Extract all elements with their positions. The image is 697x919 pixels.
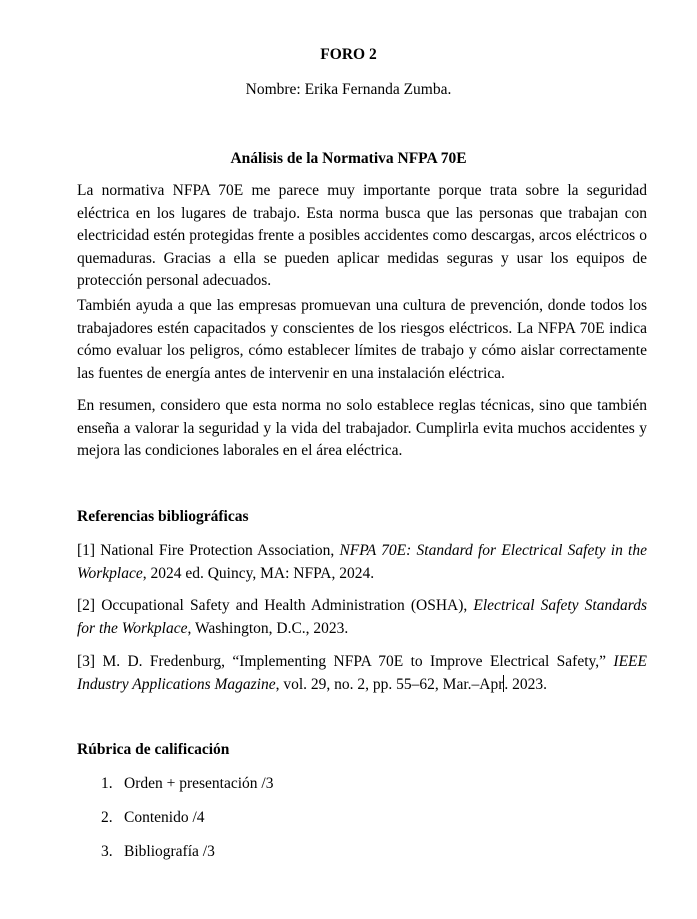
- rubric-heading: Rúbrica de calificación: [77, 741, 230, 758]
- reference-3-suffix-a: , vol. 29, no. 2, pp. 55–62, Mar.–Apr: [275, 675, 504, 693]
- reference-3-suffix-b: . 2023.: [504, 675, 548, 693]
- reference-2-title: Electrical Safety Standards for the Workplace: [77, 597, 647, 637]
- rubric-item-label: Contenido /4: [124, 809, 205, 826]
- reference-1-title: NFPA 70E: Standard for Electrical Safety in the Workplace: [77, 542, 647, 582]
- analysis-title: Análisis de la Normativa NFPA 70E: [230, 150, 467, 167]
- analysis-paragraph-3: En resumen, considero que esta norma no solo establece reglas técnicas, sino que también enseña a valorar la seguridad y la vida del trabajador. Cumplirla evita muchos accidentes y mejora las condiciones laborales en el área eléctrica.: [77, 397, 647, 459]
- reference-1: [77, 540, 647, 585]
- reference-1-prefix: [1] National Fire Protection Association,: [77, 542, 340, 559]
- reference-3: [77, 651, 647, 696]
- rubric-item-label: Orden + presentación /3: [124, 775, 274, 792]
- analysis-paragraph-1: La normativa NFPA 70E me parece muy importante porque trata sobre la seguridad eléctrica en los lugares de trabajo. Esta norma busca que las personas que trabajan con electricidad estén protegidas frente a posibles accidentes como descargas, arcos eléctricos o quemaduras. Gracias a ella se pueden aplicar medidas seguras y usar los equipos de protección personal adecuados.: [77, 182, 647, 289]
- rubric-item: [101, 807, 273, 841]
- reference-2: [77, 595, 647, 640]
- rubric-item-number: 3.: [101, 843, 113, 860]
- reference-1-suffix: , 2024 ed. Quincy, MA: NFPA, 2024.: [142, 564, 375, 582]
- rubric-item-label: Bibliografía /3: [124, 843, 215, 860]
- analysis-paragraph-2: También ayuda a que las empresas promuevan una cultura de prevención, donde todos los trabajadores estén capacitados y conscientes de los riesgos eléctricos. La NFPA 70E indica cómo evaluar los peligros, cómo establecer límites de trabajo y cómo aislar correctamente las fuentes de energía antes de intervenir en una instalación eléctrica.: [77, 297, 647, 382]
- author-name: Nombre: Erika Fernanda Zumba.: [245, 81, 452, 98]
- reference-3-prefix: [3] M. D. Fredenburg, “Implementing NFPA 70E to Improve Electrical Safety,”: [77, 653, 614, 670]
- rubric-list: [101, 773, 273, 875]
- reference-3-title: IEEE Industry Applications Magazine: [77, 653, 647, 693]
- rubric-item: [101, 841, 273, 875]
- document-title: FORO 2: [320, 46, 377, 63]
- reference-2-prefix: [2] Occupational Safety and Health Administration (OSHA),: [77, 597, 474, 614]
- rubric-item: [101, 773, 273, 807]
- rubric-item-number: 2.: [101, 809, 113, 826]
- references-heading: Referencias bibliográficas: [77, 508, 249, 525]
- reference-2-suffix: , Washington, D.C., 2023.: [187, 619, 349, 637]
- rubric-item-number: 1.: [101, 775, 113, 792]
